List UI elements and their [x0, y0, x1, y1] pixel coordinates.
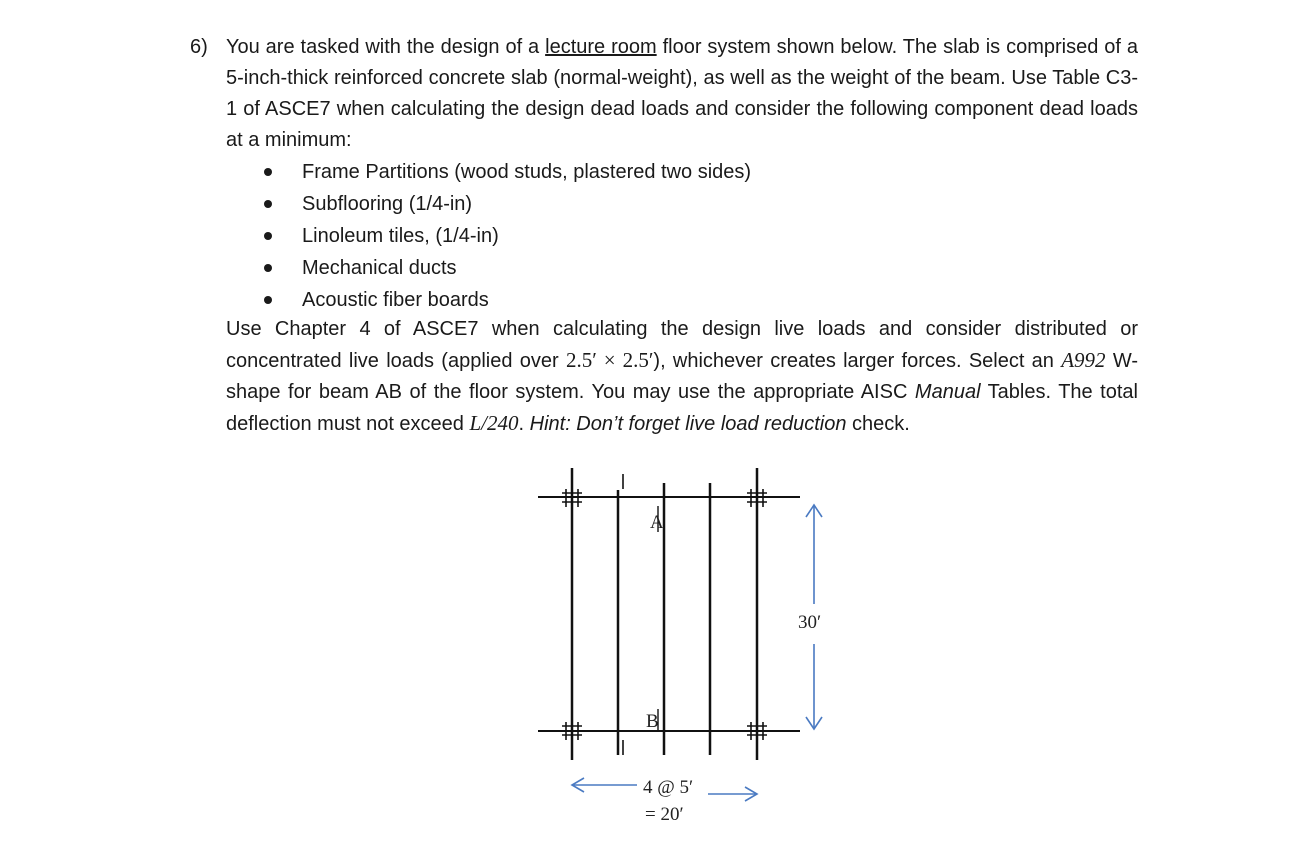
- intro-text-1: You are tasked with the design of a: [226, 36, 546, 58]
- label-b: B: [646, 711, 659, 732]
- live-load-paragraph: Use Chapter 4 of ASCE7 when calculating the design live loads and consider distributed or concentrated live loads (applied over 2.5′ × 2.5′), whichever creates larger forces. Select an A992 W-shape for beam AB of the floor system. You may use the appropriate AISC Manual Tables. The total deflection must not exceed L/240. Hint: Don’t forget live load reduction check.: [226, 318, 1139, 435]
- spacing-label-line1: 4 @ 5′: [643, 777, 694, 798]
- intro-text-2: floor system shown below. The slab is comprised of a 5-inch-thick reinforced concrete slab (normal-weight), as well as the weight of the beam. Use Table C3-1 of ASCE7 when calculating the design dead loads and consider the following component dead loads at a minimum:: [226, 36, 1138, 151]
- dead-load-item: Frame Partitions (wood studs, plastered two sides): [264, 156, 751, 188]
- lecture-room-text: lecture room: [545, 36, 657, 58]
- dead-load-item: Subflooring (1/4-in): [264, 188, 751, 220]
- spacing-label-line2: = 20′: [645, 804, 684, 825]
- live-load-area: 2.5′ × 2.5′: [565, 348, 654, 372]
- manual-word: Manual: [914, 381, 981, 403]
- hint-text: Hint: Don’t forget live load reduction: [529, 413, 847, 435]
- dead-load-item: Acoustic fiber boards: [264, 284, 751, 316]
- deflection-limit: L/240: [469, 411, 519, 435]
- dead-load-item: Mechanical ducts: [264, 252, 751, 284]
- steel-grade: A992: [1061, 348, 1106, 372]
- problem-number: 6): [190, 36, 208, 58]
- label-a: A: [650, 512, 664, 533]
- dead-load-item: Linoleum tiles, (1/4-in): [264, 220, 751, 252]
- span-length-label: 30′: [798, 612, 822, 633]
